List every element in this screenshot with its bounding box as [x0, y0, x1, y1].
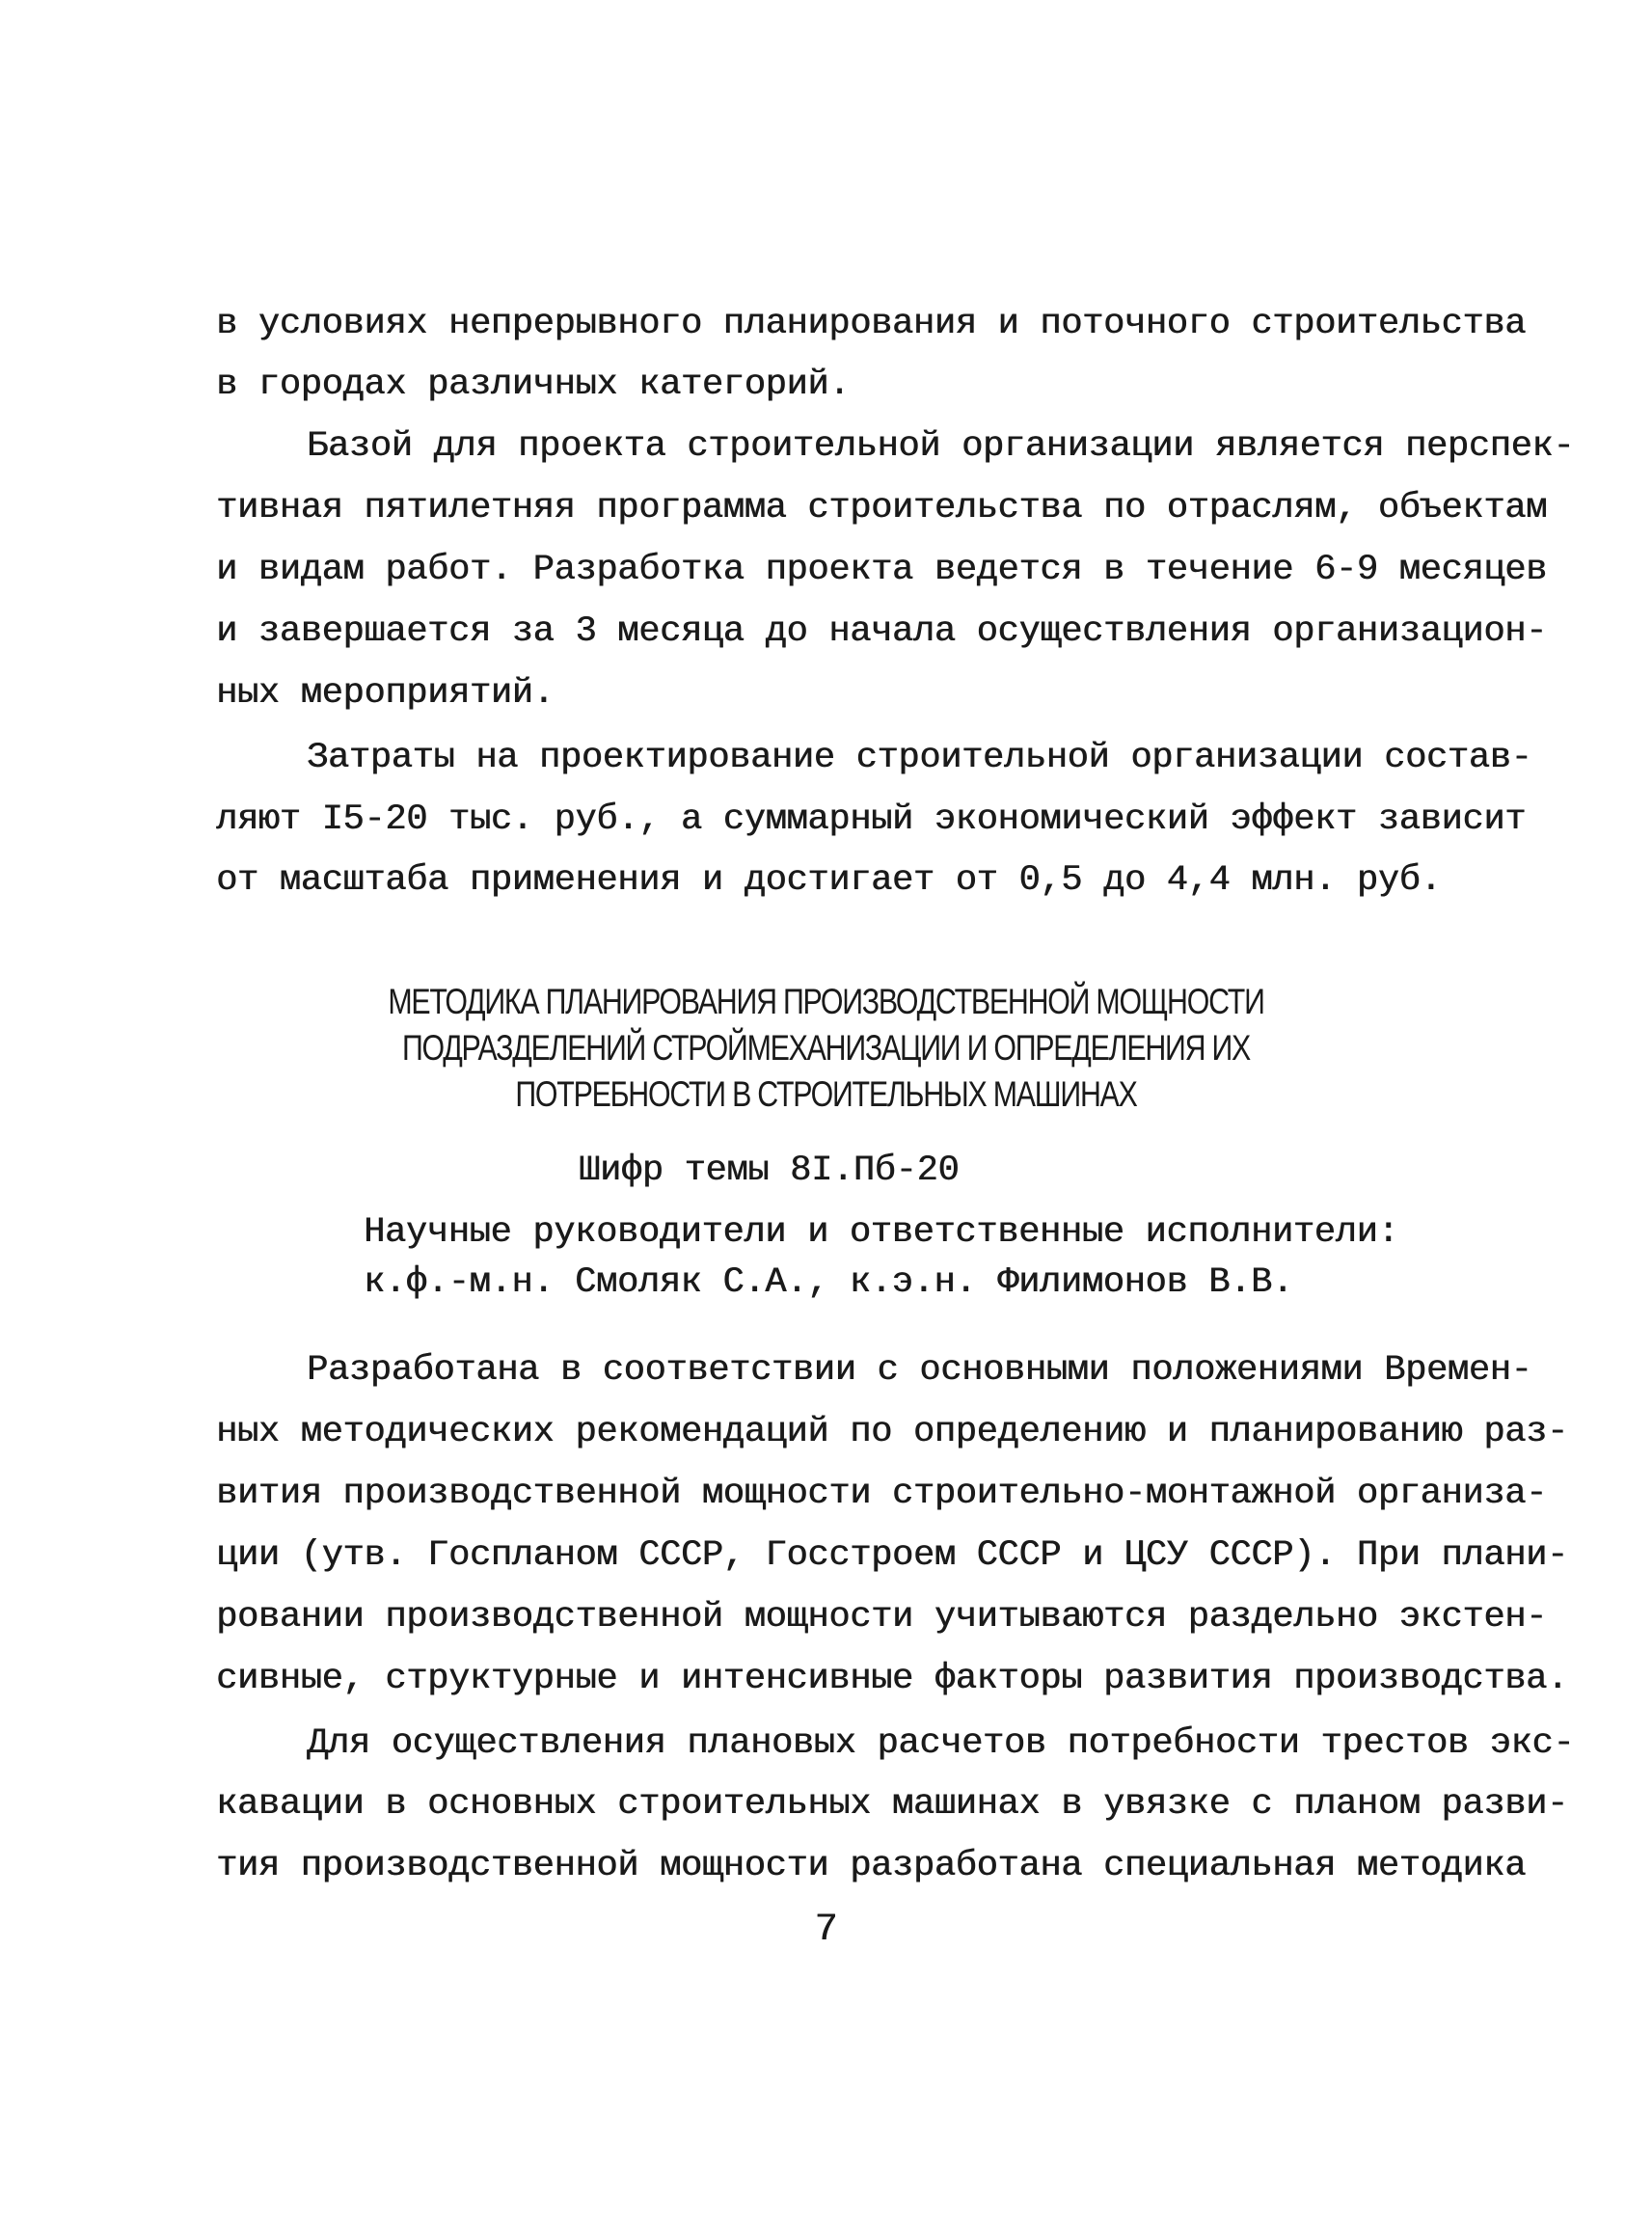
- topic-code: Шифр темы 8I.Пб-20: [579, 1151, 960, 1191]
- para4-line-4: ции (утв. Госпланом СССР, Госстроем СССР и ЦСУ СССР). При плани-: [216, 1535, 1568, 1576]
- para5-line-1: Для осуществления плановых расчетов потребности трестов экс-: [307, 1723, 1575, 1764]
- para4-line-1: Разработана в соответствии с основными положениями Времен-: [307, 1350, 1532, 1391]
- section-heading-line-1: МЕТОДИКА ПЛАНИРОВАНИЯ ПРОИЗВОДСТВЕННОЙ МОЩНОСТИ: [388, 982, 1264, 1021]
- para4-line-3: вития производственной мощности строительно-монтажной организа-: [216, 1474, 1547, 1514]
- page-number: 7: [814, 1909, 838, 1952]
- supervisors-names: к.ф.-м.н. Смоляк С.А., к.э.н. Филимонов В.В.: [364, 1262, 1293, 1303]
- para1-line-1: в условиях непрерывного планирования и поточного строительства: [216, 304, 1527, 344]
- para2-line-1: Базой для проекта строительной организации является перспек-: [307, 426, 1575, 467]
- para4-line-5: ровании производственной мощности учитываются раздельно экстен-: [216, 1597, 1547, 1638]
- para5-line-2: кавации в основных строительных машинах в увязке с планом разви-: [216, 1784, 1568, 1825]
- section-heading-line-2: ПОДРАЗДЕЛЕНИЙ СТРОЙМЕХАНИЗАЦИИ И ОПРЕДЕЛЕНИЯ ИХ: [401, 1028, 1251, 1068]
- para3-line-2: ляют I5-20 тыс. руб., а суммарный экономический эффект зависит: [216, 799, 1527, 840]
- supervisors-label: Научные руководители и ответственные исполнители:: [364, 1212, 1399, 1253]
- para4-line-6: сивные, структурные и интенсивные факторы развития производства.: [216, 1659, 1568, 1699]
- para2-line-4: и завершается за 3 месяца до начала осуществления организацион-: [216, 611, 1547, 652]
- para4-line-2: ных методических рекомендаций по определению и планированию раз-: [216, 1412, 1568, 1452]
- para3-line-3: от масштаба применения и достигает от 0,5 до 4,4 млн. руб.: [216, 860, 1442, 901]
- para1-line-2: в городах различных категорий.: [216, 365, 851, 405]
- para5-line-3: тия производственной мощности разработана специальная методика: [216, 1846, 1527, 1886]
- para2-line-5: ных мероприятий.: [216, 673, 555, 714]
- para2-line-3: и видам работ. Разработка проекта ведется в течение 6-9 месяцев: [216, 550, 1547, 590]
- para2-line-2: тивная пятилетняя программа строительства по отраслям, объектам: [216, 488, 1547, 528]
- section-heading-line-3: ПОТРЕБНОСТИ В СТРОИТЕЛЬНЫХ МАШИНАХ: [515, 1074, 1137, 1114]
- para3-line-1: Затраты на проектирование строительной организации состав-: [307, 738, 1532, 778]
